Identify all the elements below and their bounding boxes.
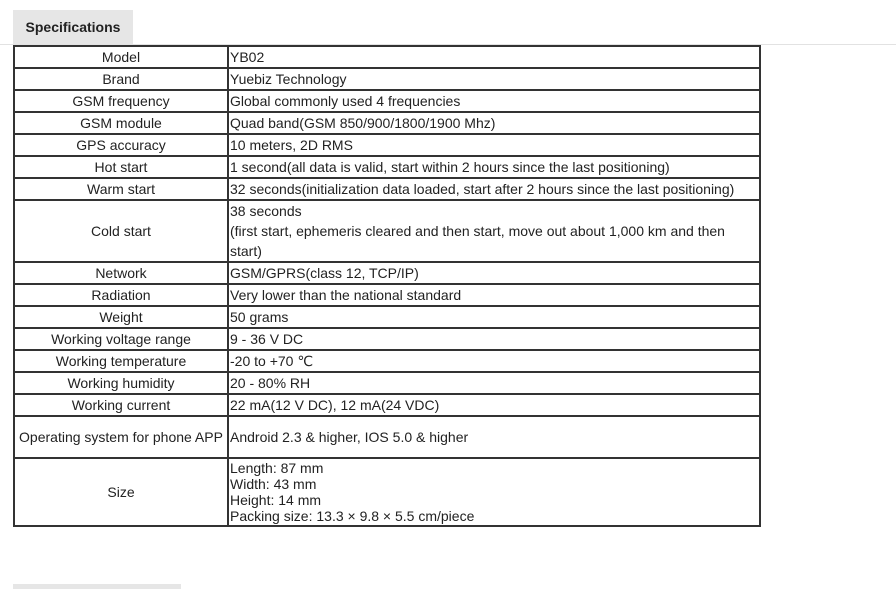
spec-value: GSM/GPRS(class 12, TCP/IP) [228, 262, 760, 284]
spec-value-line: Packing size: 13.3 × 9.8 × 5.5 cm/piece [230, 508, 475, 524]
spec-value-line: Height: 14 mm [230, 492, 322, 508]
spec-value: -20 to +70 ℃ [228, 350, 760, 372]
spec-label: Model [14, 46, 228, 68]
spec-label: Operating system for phone APP [14, 416, 228, 458]
spec-value: Very lower than the national standard [228, 284, 760, 306]
spec-row-size [14, 458, 760, 526]
spec-value: Global commonly used 4 frequencies [228, 90, 760, 112]
spec-label: Hot start [14, 156, 228, 178]
spec-row-brand [14, 68, 760, 90]
spec-label: Working temperature [14, 350, 228, 372]
spec-label: Network [14, 262, 228, 284]
tab-specifications[interactable]: Specifications [13, 10, 133, 44]
spec-value-line: Length: 87 mm [230, 460, 324, 476]
spec-value: 50 grams [228, 306, 760, 328]
spec-value: 32 seconds(initialization data loaded, start after 2 hours since the last positioning) [228, 178, 760, 200]
spec-value-line: Width: 43 mm [230, 476, 317, 492]
footer-divider [13, 584, 181, 589]
spec-value: Android 2.3 & higher, IOS 5.0 & higher [228, 416, 760, 458]
spec-value: 20 - 80% RH [228, 372, 760, 394]
spec-value: 9 - 36 V DC [228, 328, 760, 350]
spec-label: Brand [14, 68, 228, 90]
spec-value: 1 second(all data is valid, start within 2 hours since the last positioning) [228, 156, 760, 178]
spec-label: GSM module [14, 112, 228, 134]
spec-row-radiation [14, 284, 760, 306]
spec-row-warm-start [14, 178, 760, 200]
spec-value [228, 200, 760, 262]
specifications-table [13, 45, 761, 527]
spec-value-line: 38 seconds [230, 203, 302, 219]
spec-label: Size [14, 458, 228, 526]
spec-label: Cold start [14, 200, 228, 262]
spec-row-weight [14, 306, 760, 328]
spec-row-working-current [14, 394, 760, 416]
spec-value: Yuebiz Technology [228, 68, 760, 90]
spec-label: Working voltage range [14, 328, 228, 350]
spec-row-model [14, 46, 760, 68]
spec-row-network [14, 262, 760, 284]
tab-bar [0, 10, 896, 45]
spec-label: Warm start [14, 178, 228, 200]
spec-row-working-temperature [14, 350, 760, 372]
spec-value: YB02 [228, 46, 760, 68]
spec-row-operating-system [14, 416, 760, 458]
spec-label: GSM frequency [14, 90, 228, 112]
spec-label: GPS accuracy [14, 134, 228, 156]
spec-value: 10 meters, 2D RMS [228, 134, 760, 156]
spec-label: Working humidity [14, 372, 228, 394]
spec-value [228, 458, 760, 526]
spec-row-cold-start [14, 200, 760, 262]
spec-row-gsm-module [14, 112, 760, 134]
spec-label: Working current [14, 394, 228, 416]
spec-value-line: (first start, ephemeris cleared and then start, move out about 1,000 km and then start) [230, 223, 725, 259]
spec-row-gsm-frequency [14, 90, 760, 112]
spec-row-gps-accuracy [14, 134, 760, 156]
spec-value: 22 mA(12 V DC), 12 mA(24 VDC) [228, 394, 760, 416]
spec-label: Radiation [14, 284, 228, 306]
spec-row-hot-start [14, 156, 760, 178]
spec-value: Quad band(GSM 850/900/1800/1900 Mhz) [228, 112, 760, 134]
spec-label: Weight [14, 306, 228, 328]
spec-row-working-humidity [14, 372, 760, 394]
spec-row-working-voltage [14, 328, 760, 350]
